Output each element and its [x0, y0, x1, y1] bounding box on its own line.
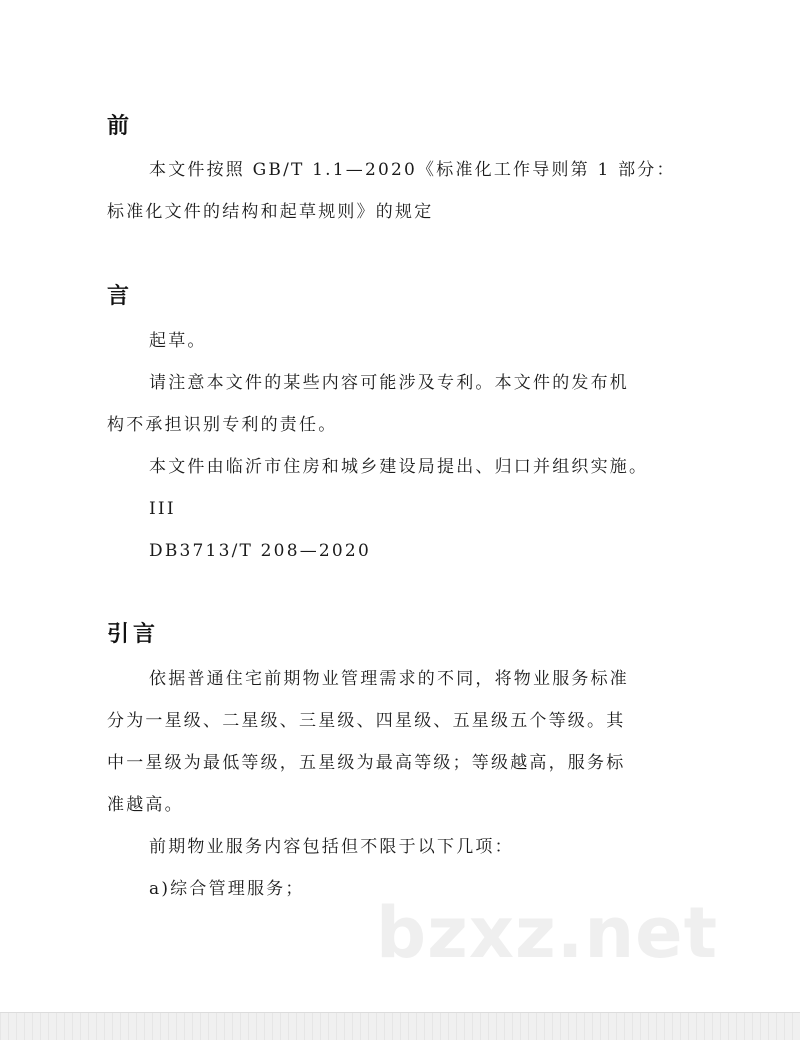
paragraph-line: 前期物业服务内容包括但不限于以下几项： — [149, 837, 514, 857]
section-qian-body — [107, 149, 707, 233]
paragraph-line: 构不承担识别专利的责任。 — [107, 415, 338, 435]
list-item: a)综合管理服务； — [149, 879, 305, 899]
section-yinyan — [107, 620, 707, 650]
paragraph-line: 依据普通住宅前期物业管理需求的不同，将物业服务标准 — [149, 669, 629, 689]
page-bottom-edge — [0, 1012, 800, 1040]
paragraph-line: 请注意本文件的某些内容可能涉及专利。本文件的发布机 — [149, 373, 629, 393]
section-yinyan-body — [107, 658, 707, 910]
page-number: III — [149, 499, 176, 519]
paragraph-line: 本文件按照 GB/T 1.1—2020《标准化工作导则第 1 部分： — [149, 160, 676, 180]
section-heading-yinyan: 引言 — [107, 622, 160, 647]
paragraph-line: 分为一星级、二星级、三星级、四星级、五星级五个等级。其 — [107, 711, 626, 731]
section-heading-yan: 言 — [107, 284, 134, 309]
section-yan — [107, 282, 707, 312]
paragraph-line: 中一星级为最低等级，五星级为最高等级；等级越高，服务标 — [107, 753, 626, 773]
paragraph-line: 起草。 — [149, 331, 207, 351]
section-yan-body — [107, 320, 707, 572]
document-code: DB3713/T 208—2020 — [149, 541, 371, 561]
paragraph-line: 标准化文件的结构和起草规则》的规定 — [107, 202, 434, 222]
section-qian — [107, 112, 707, 142]
section-heading-qian: 前 — [107, 114, 134, 139]
paragraph-line: 准越高。 — [107, 795, 184, 815]
paragraph-line: 本文件由临沂市住房和城乡建设局提出、归口并组织实施。 — [149, 457, 649, 477]
watermark: bzxz.net — [376, 892, 719, 974]
